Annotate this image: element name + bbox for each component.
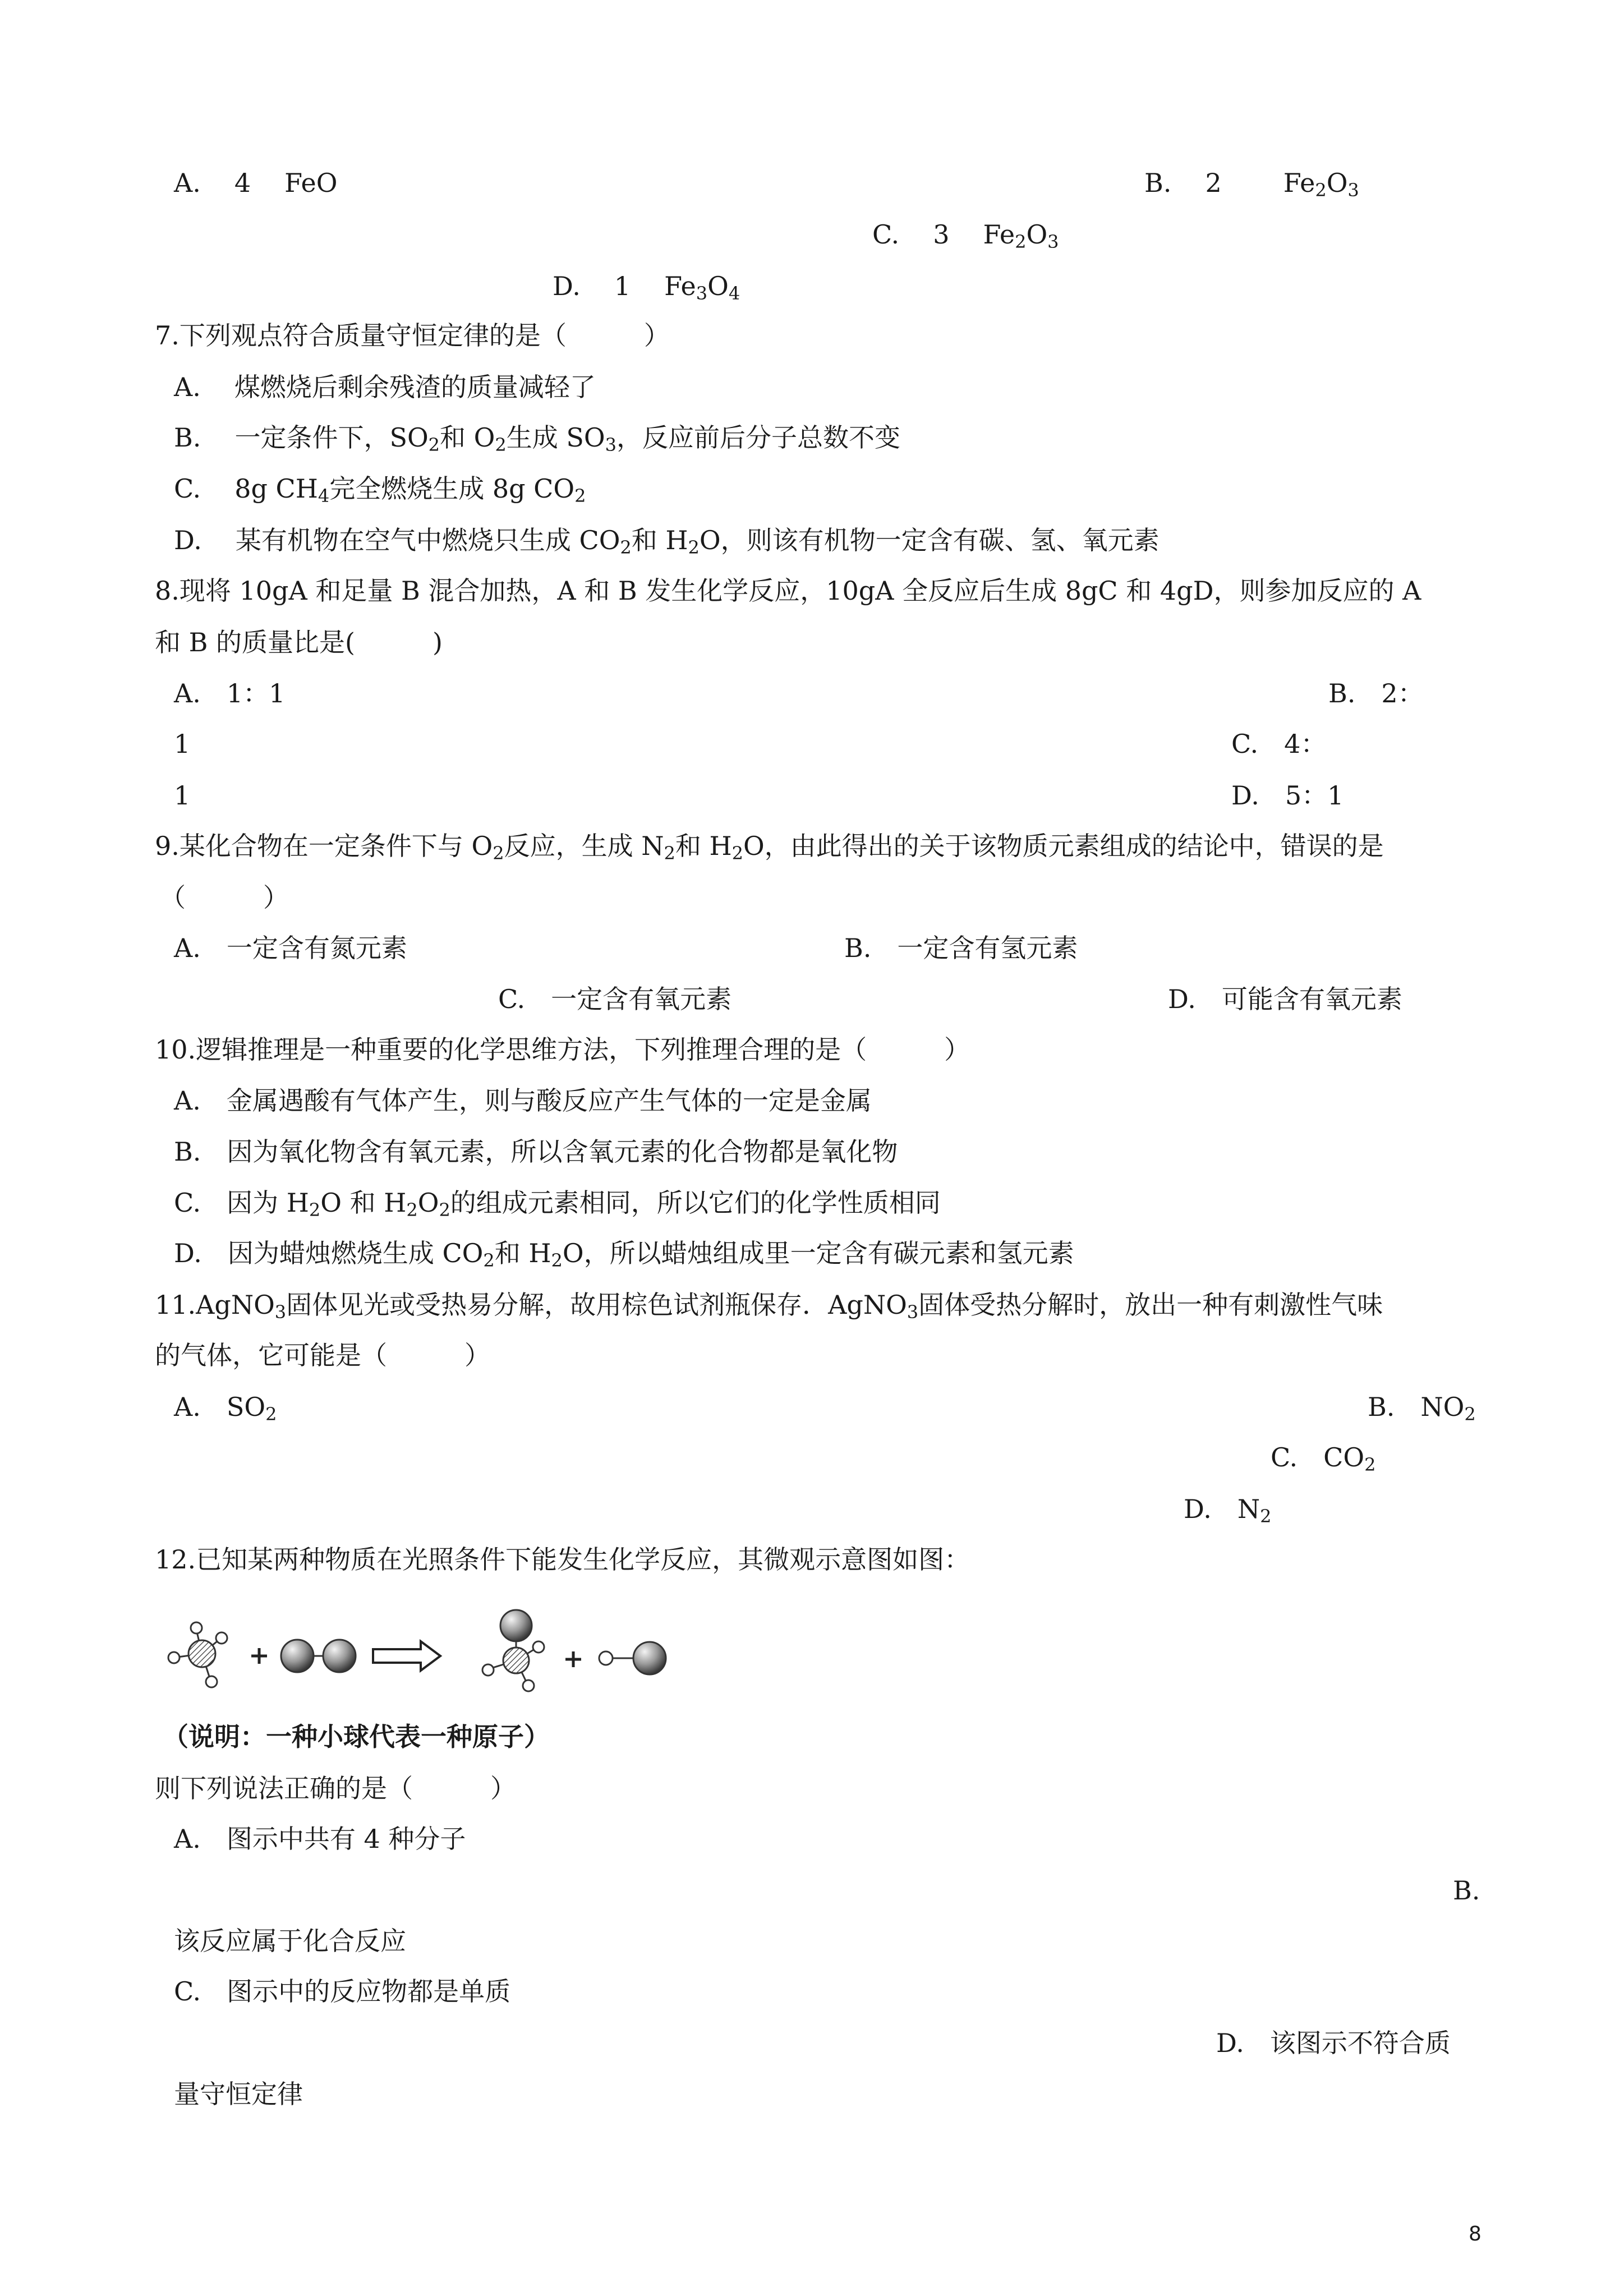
q12-stem: 12.已知某两种物质在光照条件下能发生化学反应，其微观示意图如图： [155, 1544, 970, 1575]
q8-option-b-cont: 1 [174, 729, 191, 759]
q6-option-a[interactable]: A. 4 FeO [174, 168, 338, 198]
q9-option-c[interactable]: C. 一定含有氧元素 [498, 984, 732, 1014]
q10-option-c[interactable]: C. 因为 $H_2O$ 和 $H_2O_2$的组成元素相同，所以它们的化学性质相同 [174, 1188, 941, 1221]
reactant-molecule-1 [168, 1622, 227, 1687]
q8-option-d[interactable]: D. 5：1 [1231, 780, 1344, 811]
q12-option-a[interactable]: A. 图示中共有 4 种分子 [174, 1824, 466, 1854]
q11-stem-line1: 11.AgNO$_3$固体见光或受热易分解，故用棕色试剂瓶保存．AgNO$_3$固体受热分解时，放出一种有刺激性气味 [155, 1290, 1383, 1323]
plus-sign-1 [251, 1648, 267, 1664]
q7-option-d[interactable]: D. 某有机物在空气中燃烧只生成 $CO_2$和 $H_2O$，则该有机物一定含有碳、氢、氧元素 [174, 525, 1160, 558]
q10-stem: 10.逻辑推理是一种重要的化学思维方法，下列推理合理的是（ ） [155, 1034, 970, 1065]
q11-option-c[interactable]: C. $CO_2$ [1271, 1442, 1376, 1475]
q11-stem-line2: 的气体，它可能是（ ） [155, 1340, 490, 1370]
q12-option-d[interactable]: D. 该图示不符合质 [1216, 2028, 1451, 2058]
q10-option-b[interactable]: B. 因为氧化物含有氧元素，所以含氧元素的化合物都是氧化物 [174, 1137, 898, 1167]
plus-sign-2 [565, 1651, 581, 1667]
q6-option-d[interactable]: D. 1 $Fe_3O_4$ [553, 271, 740, 304]
q8-stem-line1: 8.现将 10gA 和足量 B 混合加热，A 和 B 发生化学反应，10gA 全反应后生成 8gC 和 4gD，则参加反应的 A [155, 576, 1421, 606]
q12-option-c[interactable]: C. 图示中的反应物都是单质 [174, 1976, 511, 2007]
q8-option-a[interactable]: A. 1：1 [174, 678, 286, 708]
q11-option-b[interactable]: B. $NO_2$ [1368, 1392, 1476, 1425]
q12-stem-line2: 则下列说法正确的是（ ） [155, 1773, 516, 1803]
q9-option-b[interactable]: B. 一定含有氢元素 [844, 933, 1078, 963]
q7-option-a[interactable]: A. 煤燃烧后剩余残渣的质量减轻了 [174, 372, 596, 402]
q10-option-a[interactable]: A. 金属遇酸有气体产生，则与酸反应产生气体的一定是金属 [174, 1085, 872, 1116]
reactant-molecule-2 [281, 1640, 356, 1672]
q8-stem-line2: 和 B 的质量比是( ) [155, 627, 443, 657]
q12-option-b-text: 该反应属于化合反应 [174, 1926, 406, 1956]
q9-option-d[interactable]: D. 可能含有氧元素 [1168, 984, 1402, 1014]
q9-stem-line1: 9.某化合物在一定条件下与 $O_2$反应，生成 $N_2$和 $H_2O$，由此得出的关于该物质元素组成的结论中，错误的是 [155, 831, 1384, 864]
diagram-caption: （说明：一种小球代表一种原子） [163, 1722, 550, 1752]
q6-option-b[interactable]: B. 2 $Fe_2O_3$ [1144, 168, 1359, 201]
q7-stem: 7.下列观点符合质量守恒定律的是（ ） [155, 320, 670, 351]
product-molecule-2 [599, 1642, 666, 1674]
reaction-micro-diagram [157, 1604, 707, 1700]
q11-option-d[interactable]: D. $N_2$ [1184, 1494, 1272, 1527]
product-molecule-1 [482, 1610, 544, 1691]
q12-option-b[interactable]: B. [1453, 1875, 1480, 1906]
q6-option-c[interactable]: C. 3 $Fe_2O_3$ [872, 219, 1059, 252]
q12-option-d-cont: 量守恒定律 [174, 2079, 303, 2109]
q8-option-c-cont: 1 [174, 780, 191, 811]
q8-option-b[interactable]: B. 2： [1328, 678, 1424, 708]
reaction-arrow [373, 1641, 440, 1671]
q11-option-a[interactable]: A. $SO_2$ [174, 1392, 277, 1425]
page-number: 8 [1469, 2223, 1482, 2246]
q8-option-c[interactable]: C. 4： [1231, 729, 1327, 759]
q7-option-c[interactable]: C. 8g $CH_4$完全燃烧生成 8g $CO_2$ [174, 473, 586, 507]
q9-stem-line2: （ ） [160, 882, 289, 913]
q10-option-d[interactable]: D. 因为蜡烛燃烧生成 $CO_2$和 $H_2O$，所以蜡烛组成里一定含有碳元素和氢元素 [174, 1238, 1074, 1271]
q7-option-b[interactable]: B. 一定条件下，$SO_2$和 $O_2$生成 $SO_3$，反应前后分子总数不变 [174, 422, 900, 455]
q9-option-a[interactable]: A. 一定含有氮元素 [174, 933, 407, 963]
